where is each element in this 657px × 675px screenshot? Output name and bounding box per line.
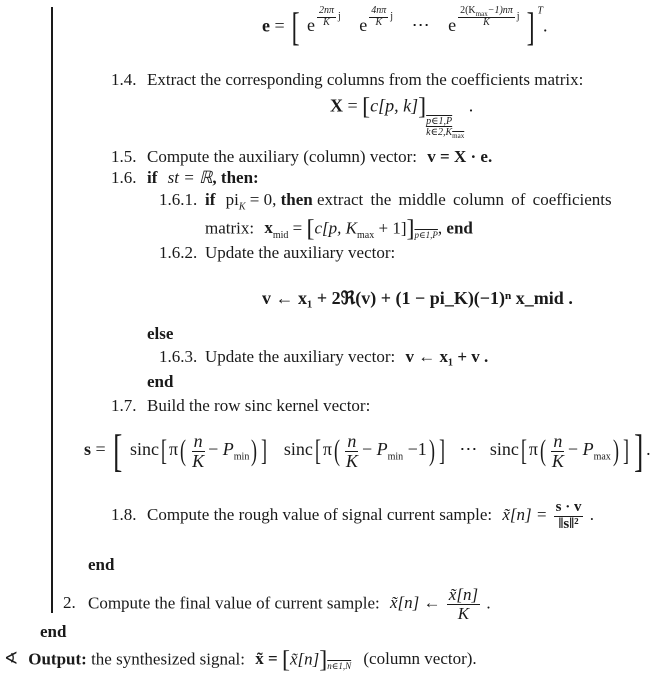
step-number: 1.4. bbox=[111, 70, 137, 89]
then-keyword: , then: bbox=[212, 168, 259, 187]
sinc-3: sinc bbox=[489, 439, 519, 460]
equation-v-update: v ← x₁ + 2ℜ(v) + (1 − pi_K)(−1)ⁿ x_mid . bbox=[262, 288, 573, 308]
step-1-4 bbox=[111, 70, 583, 90]
step-formula: v = X · e. bbox=[427, 147, 493, 166]
x-mid-subscript: p∈1,P bbox=[414, 229, 438, 240]
eq-e-t3-num-rest: −1)nπ bbox=[487, 5, 513, 16]
eq-e-t3-den: K bbox=[483, 16, 490, 28]
step-number: 2. bbox=[63, 593, 76, 613]
final-sample-num: x̃[n] bbox=[448, 585, 479, 604]
condition-sub: K bbox=[238, 201, 246, 213]
if-keyword: if bbox=[147, 168, 158, 187]
step-text: extract the middle column of coefficients bbox=[317, 190, 612, 209]
x-mid-body: c[p, K bbox=[314, 218, 358, 238]
eq-e-lhs: e bbox=[262, 15, 270, 36]
step-number: 1.8. bbox=[111, 505, 137, 525]
output-formula-sub: n∈1,N bbox=[327, 660, 352, 671]
max-3: max bbox=[593, 451, 611, 463]
output-formula-body: x̃[n] bbox=[289, 649, 320, 669]
condition: st = ℝ bbox=[167, 168, 213, 187]
minus-one: −1 bbox=[407, 439, 427, 460]
output-line: ∢ Output: the synthesized signal: x̃ = $[x̃[n]]_{n\in 1,N}$ (column vector). bbox=[4, 647, 477, 673]
eq-x-sub2-sub: max bbox=[452, 131, 465, 140]
end-loop-keyword: end bbox=[88, 555, 115, 574]
sinc-1: sinc bbox=[130, 439, 159, 460]
final-sample-den: K bbox=[457, 603, 470, 623]
matrix-label: matrix: bbox=[205, 218, 255, 238]
step-number: 1.6. bbox=[111, 168, 137, 187]
eq-x-lhs: X bbox=[330, 95, 343, 116]
else-keyword: else bbox=[147, 324, 174, 343]
min-2: min bbox=[387, 451, 404, 463]
end-keyword: end bbox=[446, 218, 473, 238]
eq-e-j1: j bbox=[338, 11, 341, 23]
eq-e-t1-num: 2nπ bbox=[318, 5, 334, 16]
eq-e-j2: j bbox=[390, 11, 394, 23]
step-1-8: 1.8. Compute the rough value of signal current sample: x̃[n] = $\frac{s \cdot v}{\text{‖s‖²}}$ . bbox=[111, 499, 594, 532]
condition: pi bbox=[225, 190, 239, 209]
n-3: n bbox=[553, 430, 563, 451]
eq-e-dots: ⋯ bbox=[411, 15, 430, 36]
output-label: Output: bbox=[28, 649, 87, 669]
eq-e-t3-num-sub: max bbox=[475, 10, 488, 18]
step-text: Build the row sinc kernel vector: bbox=[147, 396, 371, 415]
n-2: n bbox=[347, 430, 357, 451]
step-1-6-3 bbox=[159, 347, 488, 367]
equation-s: s = [ sinc[ π( $\frac{n}{K}$ − $P_{min}$) ] sinc[ π( $\frac{n}{K}$ − $P_{min} -1$) ] ⋯ sinc[ π( $\frac{n}{K}$ − $P_{max}$) ] ] . bbox=[84, 425, 651, 476]
step-text: Update the auxiliary vector: bbox=[205, 243, 396, 262]
step-number: 1.7. bbox=[111, 396, 137, 415]
step-number: 1.6.2. bbox=[159, 243, 198, 262]
p-1: P bbox=[222, 439, 234, 460]
step-1-6 bbox=[111, 168, 259, 188]
step-1-7 bbox=[111, 396, 370, 416]
eq-e-t3-num: 2(K bbox=[460, 5, 476, 16]
pi-3: π bbox=[528, 439, 538, 460]
then-keyword: then bbox=[280, 190, 313, 209]
x-mid-lhs: x bbox=[264, 218, 273, 238]
step-formula: v ← x₁ + v . bbox=[405, 347, 489, 366]
output-marker-icon: ∢ bbox=[4, 649, 19, 669]
condition-rest: = 0 bbox=[245, 190, 273, 209]
eq-s-lhs: s bbox=[84, 439, 92, 460]
step-number: 1.6.1. bbox=[159, 190, 198, 209]
algorithm-block-bar bbox=[51, 7, 53, 613]
rough-sample-den: ‖s‖² bbox=[558, 515, 579, 532]
n-1: n bbox=[193, 430, 203, 451]
rough-sample-num: s · v bbox=[555, 499, 582, 515]
step-1-6-1: 1.6.1. if $pi_K = 0$, then extract the middle column of coefficients bbox=[159, 190, 612, 213]
rough-sample-lhs: x̃[n] = bbox=[502, 505, 548, 525]
step-text: Update the auxiliary vector: bbox=[205, 347, 396, 366]
x-mid-body-rest: + 1] bbox=[374, 218, 407, 238]
eq-x-sub1: p∈1,P bbox=[426, 115, 453, 127]
step-number: 1.6.3. bbox=[159, 347, 198, 366]
eq-e-t2-den: K bbox=[375, 16, 383, 28]
step-text: Extract the corresponding columns from the coefficients matrix: bbox=[147, 70, 584, 89]
eq-e-j3: j bbox=[516, 11, 520, 23]
output-formula-lhs: x̃ = bbox=[255, 649, 278, 669]
step-1-5 bbox=[111, 147, 492, 167]
end-if-keyword: end bbox=[147, 372, 174, 391]
eq-s-dots: ⋯ bbox=[459, 439, 478, 460]
end-outer-keyword: end bbox=[40, 622, 67, 641]
step-1-6-1-line2: matrix: $x_{mid} = [c[p$, $K_{max} + 1]]_{p\in 1,P}$, end bbox=[205, 216, 473, 242]
eq-x-sub2: k∈2,K bbox=[426, 126, 453, 138]
step-text: Compute the auxiliary (column) vector: bbox=[147, 147, 418, 166]
x-mid-body-sub: max bbox=[357, 229, 375, 241]
equation-e: e = [ e $^{\frac{2n\pi}{K} j}$ e $^{\frac{4n\pi}{K} j}$ ⋯ e $^{\frac{2(K_{max}-1)n\pi}{K} j}$ ] $^T$. bbox=[262, 4, 548, 50]
step-2: 2. Compute the final value of current sample: x̃[n] ← $\frac{x̃[n]}{K}$ . bbox=[63, 585, 491, 623]
step-text: Compute the final value of current sample: bbox=[88, 593, 380, 613]
p-3: P bbox=[582, 439, 594, 460]
step-text: Compute the rough value of signal current sample: bbox=[147, 505, 493, 525]
step-number: 1.5. bbox=[111, 147, 137, 166]
pi-2: π bbox=[322, 439, 332, 460]
final-sample-lhs: x̃[n] ← bbox=[390, 593, 441, 613]
p-2: P bbox=[376, 439, 388, 460]
k-2: K bbox=[345, 450, 358, 471]
min-1: min bbox=[233, 451, 250, 463]
k-3: K bbox=[551, 450, 564, 471]
step-1-6-2 bbox=[159, 243, 395, 263]
pi-1: π bbox=[169, 439, 179, 460]
output-text: the synthesized signal: bbox=[91, 649, 245, 669]
eq-e-t1-den: K bbox=[323, 16, 330, 28]
k-1: K bbox=[192, 450, 205, 471]
sinc-2: sinc bbox=[283, 439, 313, 460]
output-note: (column vector). bbox=[363, 649, 477, 669]
if-keyword: if bbox=[205, 190, 216, 209]
eq-e-transpose: T bbox=[537, 5, 543, 17]
eq-x-body: c[p, k] bbox=[370, 95, 419, 116]
eq-e-t2-num: 4nπ bbox=[371, 5, 387, 16]
equation-X: X = [c[p, k]] p∈1,P $k\in 2,K_{max}$ . bbox=[330, 94, 474, 140]
x-mid-lhs-sub: mid bbox=[272, 229, 289, 241]
